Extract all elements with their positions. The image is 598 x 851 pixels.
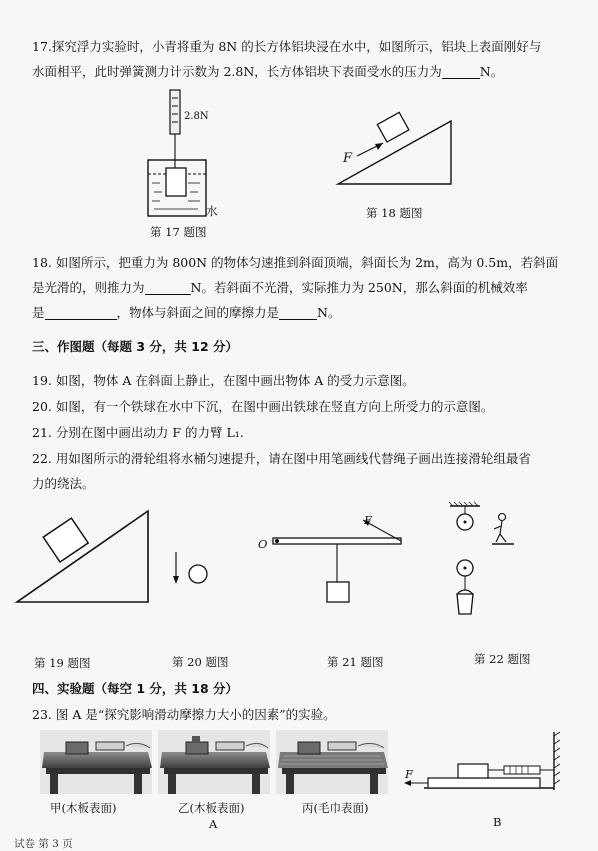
q17-line2-a: 水面相平，此时弹簧测力计示数为 2.8N，长方体铝块下表面受水的压力为 — [32, 64, 442, 79]
caption-20: 第 20 题图 — [172, 655, 229, 669]
figure-23-A — [40, 728, 420, 796]
q18-friction-blank — [279, 308, 317, 320]
figure-18 — [335, 118, 455, 188]
q17-answer-blank — [442, 67, 480, 79]
water-bucket-22 — [457, 594, 473, 614]
spring-scale — [170, 90, 180, 134]
board-23B — [428, 778, 540, 788]
section-4-heading: 四、实验题（每空 1 分，共 18 分） — [32, 681, 239, 696]
caption-19: 第 19 题图 — [34, 656, 91, 670]
lever-21 — [273, 538, 401, 544]
q20-text: 20. 如图，有一个铁球在水中下沉，在图中画出铁球在竖直方向上所受力的示意图。 — [32, 399, 494, 414]
figure-21 — [265, 512, 415, 607]
caption-17: 第 17 题图 — [150, 225, 207, 239]
block-A-19 — [43, 518, 88, 562]
iron-ball-20 — [189, 565, 207, 583]
q18-line3-c: N。 — [317, 305, 341, 320]
q18-line2 — [32, 282, 528, 295]
photo-bing — [276, 730, 388, 794]
caption-21: 第 21 题图 — [327, 655, 384, 669]
q18-line2-a: 是光滑的，则推力为 — [32, 280, 145, 295]
q18-line1: 18. 如图所示，把重力为 800N 的物体匀速推到斜面顶端，斜面长为 2m，高为 0.5m，若斜面 — [32, 255, 559, 270]
photo-yi — [158, 730, 270, 794]
figure-17 — [140, 88, 230, 218]
section-3-heading: 三、作图题（每题 3 分，共 12 分） — [32, 339, 239, 354]
caption-22: 第 22 题图 — [474, 652, 531, 666]
q17-line2 — [32, 66, 503, 79]
q22-line2: 力的绕法。 — [32, 476, 95, 491]
page-footer: 试卷 第 3 页 — [14, 838, 73, 850]
q18-efficiency-blank — [45, 308, 117, 320]
force-label-21: F — [364, 513, 372, 527]
caption-yi: 乙(木板表面) — [178, 801, 245, 815]
figure-22 — [448, 502, 528, 627]
q18-line3 — [32, 307, 340, 320]
figure-20 — [170, 548, 220, 588]
caption-18: 第 18 题图 — [366, 206, 423, 220]
pivot-label-21: O — [258, 537, 268, 551]
incline-19 — [17, 511, 148, 602]
person-22 — [492, 514, 514, 545]
photo-jia — [40, 730, 152, 794]
q18-push-blank — [145, 283, 191, 295]
q17-line1: 17.探究浮力实验时，小青将重为 8N 的长方体铝块浸在水中，如图所示，铝块上表面刚好与 — [32, 39, 542, 54]
scale-reading: 2.8N — [184, 111, 209, 122]
water-label: 水 — [206, 204, 218, 218]
block-23B — [458, 764, 488, 778]
figure-23-B — [400, 728, 570, 800]
q21-text: 21. 分别在图中画出动力 F 的力臂 L₁. — [32, 425, 244, 440]
q23-text: 23. 图 A 是“探究影响滑动摩擦力大小的因素”的实验。 — [32, 707, 336, 722]
force-label-23B: F — [405, 767, 413, 781]
label-B: B — [493, 815, 502, 829]
block-18 — [377, 112, 409, 142]
hanging-weight-21 — [327, 582, 349, 602]
pivot-21 — [275, 539, 279, 543]
q18-line2-b: N。若斜面不光滑，实际推力为 250N，那么斜面的机械效率 — [190, 280, 528, 295]
caption-jia: 甲(木板表面) — [50, 801, 117, 815]
q22-line1: 22. 用如图所示的滑轮组将水桶匀速提升，请在图中用笔画线代替绳子画出连接滑轮组最省 — [32, 451, 531, 466]
force-label-18: F — [343, 151, 353, 166]
figure-19 — [14, 508, 154, 608]
q17-line2-b: N。 — [479, 64, 504, 79]
label-A: A — [209, 817, 218, 831]
q18-line3-b: ，物体与斜面之间的摩擦力是 — [116, 305, 280, 320]
q19-text: 19. 如图，物体 A 在斜面上静止，在图中画出物体 A 的受力示意图。 — [32, 373, 415, 388]
aluminum-block — [166, 168, 186, 196]
caption-bing: 丙(毛巾表面) — [302, 801, 369, 815]
q18-line3-a: 是 — [32, 305, 45, 320]
